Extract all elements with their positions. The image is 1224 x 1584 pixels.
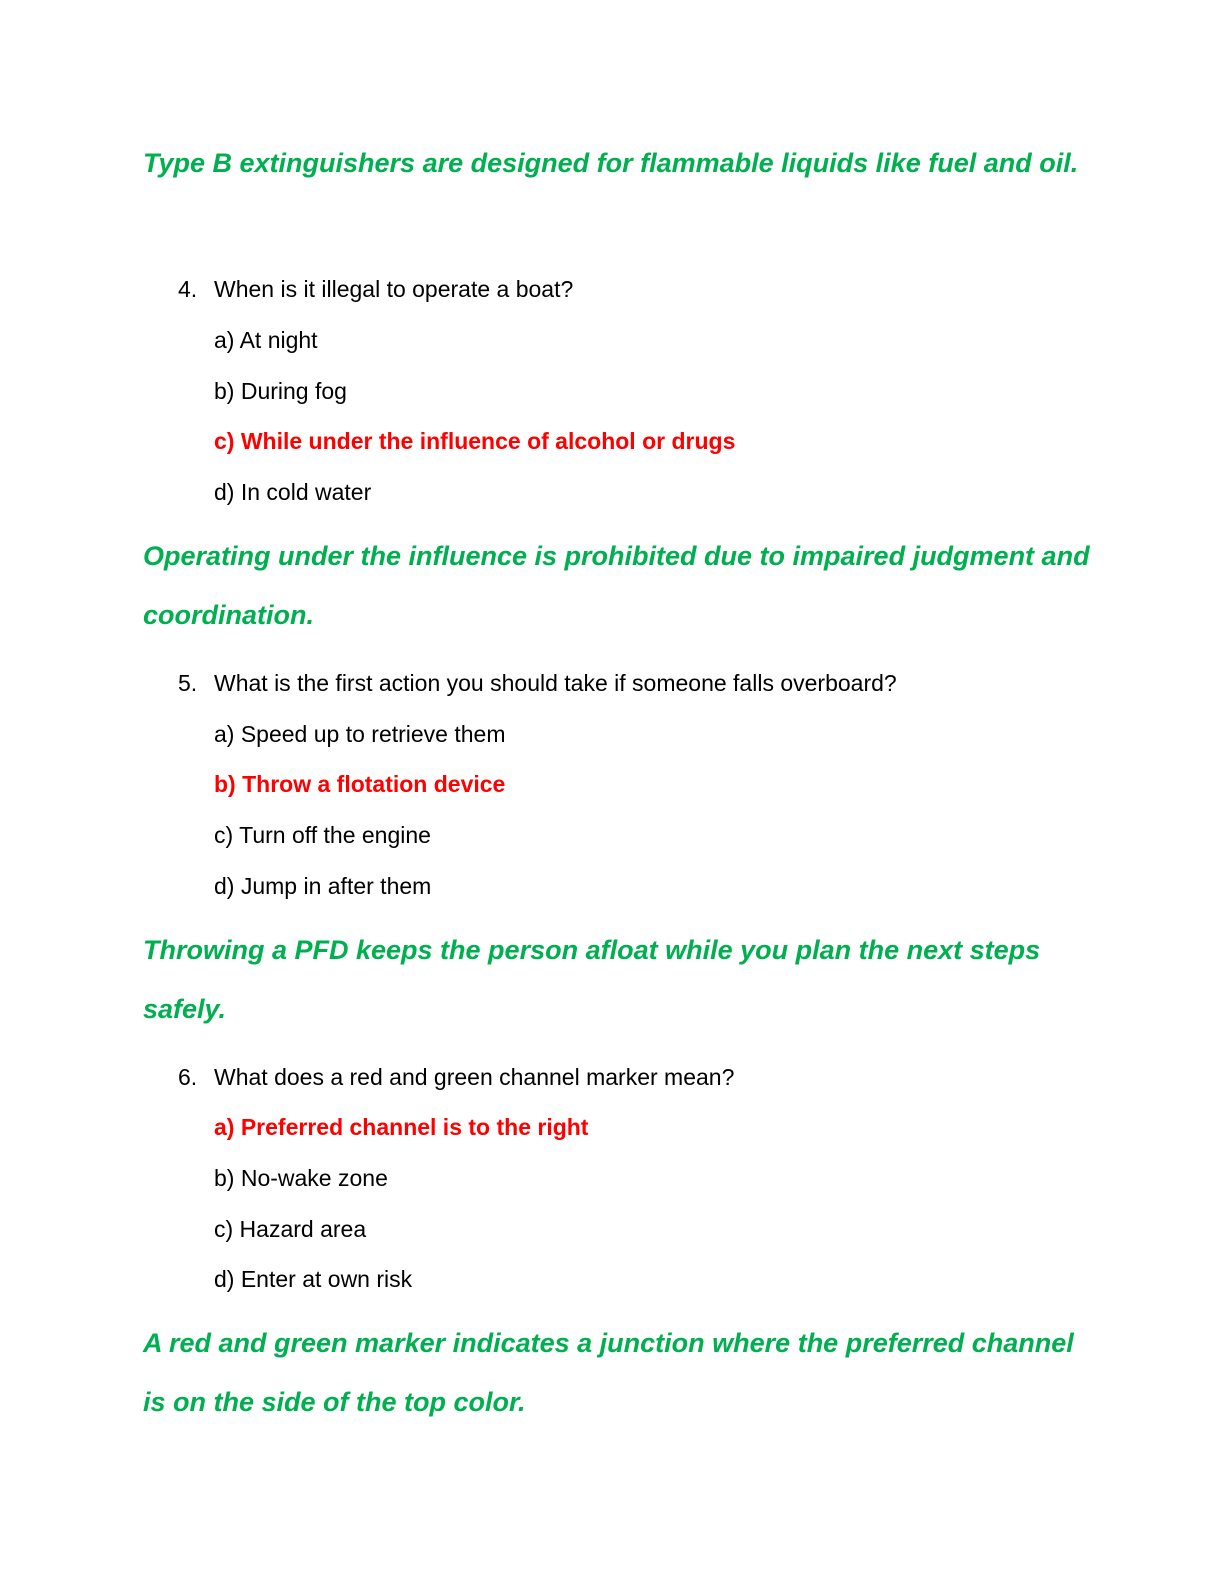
explanation-q5: Throwing a PFD keeps the person afloat while you plan the next steps safely. [143, 935, 1041, 1024]
question-6 [178, 1062, 1138, 1092]
question-4 [178, 274, 1138, 304]
option-4a: a) At night [214, 327, 318, 353]
option-4b: b) During fog [214, 378, 347, 404]
option-4c-correct: c) While under the influence of alcohol or drugs [214, 428, 736, 454]
option-5b-correct: b) Throw a flotation device [214, 771, 506, 797]
question-text: What does a red and green channel marker mean? [214, 1064, 735, 1090]
option-4d: d) In cold water [214, 479, 372, 505]
option-6b: b) No-wake zone [214, 1165, 388, 1191]
explanation-q3: Type B extinguishers are designed for flammable liquids like fuel and oil. [143, 148, 1079, 178]
question-5 [178, 668, 1138, 698]
option-5c: c) Turn off the engine [214, 822, 431, 848]
option-6c: c) Hazard area [214, 1216, 367, 1242]
question-number: 4. [178, 276, 198, 302]
option-6d: d) Enter at own risk [214, 1266, 413, 1292]
question-text: What is the first action you should take if someone falls overboard? [214, 670, 897, 696]
question-number: 6. [178, 1064, 198, 1090]
question-text: When is it illegal to operate a boat? [214, 276, 574, 302]
explanation-q6: A red and green marker indicates a junction where the preferred channel is on the side of the top color. [143, 1328, 1074, 1417]
question-number: 5. [178, 670, 198, 696]
explanation-q4: Operating under the influence is prohibited due to impaired judgment and coordination. [143, 541, 1090, 630]
option-5d: d) Jump in after them [214, 873, 432, 899]
option-6a-correct: a) Preferred channel is to the right [214, 1114, 589, 1140]
option-5a: a) Speed up to retrieve them [214, 721, 506, 747]
